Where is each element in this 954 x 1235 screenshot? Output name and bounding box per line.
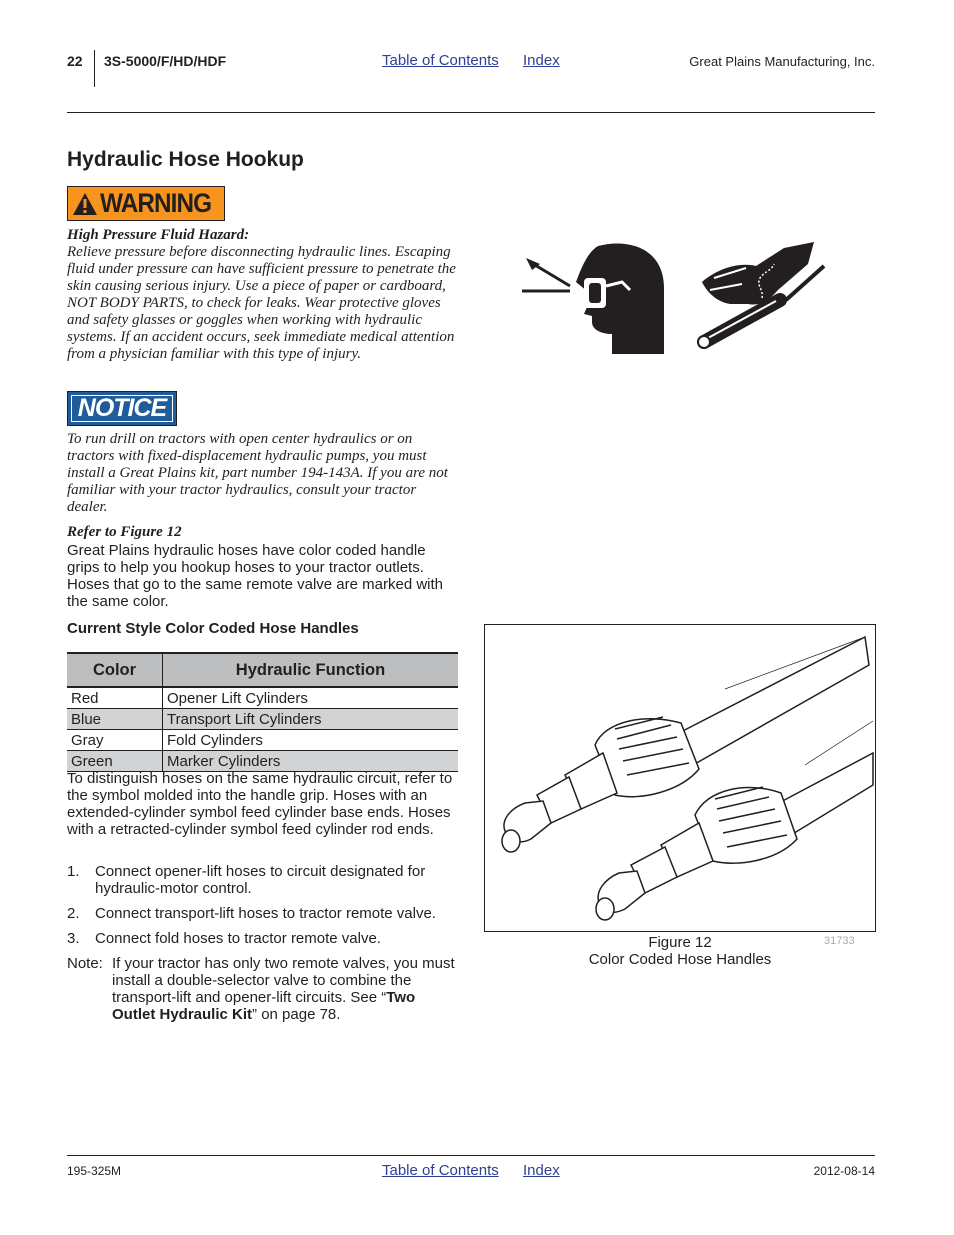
list-item	[67, 863, 459, 897]
figure-title: Color Coded Hose Handles	[588, 951, 772, 968]
header-divider	[94, 50, 95, 87]
list-item	[67, 905, 459, 922]
step-number: 1.	[67, 863, 80, 880]
step-text: Connect opener-lift hoses to circuit designated for hydraulic-motor control.	[95, 863, 426, 897]
hose-handles-illustration	[485, 625, 875, 931]
note-text-after: ” on page 78.	[252, 1006, 341, 1023]
table-row	[67, 709, 458, 730]
notice-body: To run drill on tractors with open center hydraulics or on tractors with fixed-displacement hydraulic pumps, you must install a Great Plains kit, part number 194-143A. If you are not familiar with your tractor hydraulics, consult your tractor dealer.	[67, 431, 448, 515]
index-link[interactable]: Index	[523, 52, 560, 69]
table-row	[67, 730, 458, 751]
distinguish-paragraph: To distinguish hoses on the same hydraulic circuit, refer to the symbol molded into the handle grip. Hoses with an extended-cylinder symbol feed cylinder base ends. Hoses with a retracted-cylinder symbol feed cylinder rod ends.	[67, 770, 453, 838]
figure-code: 31733	[824, 935, 855, 947]
doc-date: 2012-08-14	[813, 1164, 875, 1178]
notice-label-text: NOTICE	[77, 394, 167, 422]
footer-index-link[interactable]: Index	[523, 1162, 560, 1179]
list-item	[67, 930, 459, 947]
toc-link[interactable]: Table of Contents	[382, 52, 499, 69]
table-cell-function: Opener Lift Cylinders	[163, 687, 459, 709]
footer-toc-link[interactable]: Table of Contents	[382, 1162, 499, 1179]
warning-label-text: WARNING	[100, 188, 212, 218]
step-text: Connect transport-lift hoses to tractor remote valve.	[95, 905, 436, 922]
table-row	[67, 751, 458, 772]
figure-frame	[484, 624, 876, 932]
table-header-row	[67, 653, 458, 687]
page-number: 22	[67, 53, 83, 69]
note-bold-link: Two Outlet Hydraulic Kit	[112, 989, 416, 1023]
table-cell-function: Fold Cylinders	[163, 730, 459, 751]
table-cell-color: Green	[67, 751, 163, 772]
figure-caption	[484, 934, 876, 968]
table-cell-function: Marker Cylinders	[163, 751, 459, 772]
figure-number: Figure 12	[648, 934, 712, 951]
high-pressure-hazard-icon	[518, 238, 830, 358]
table-header-color: Color	[67, 653, 163, 687]
model-name: 3S-5000/F/HD/HDF	[104, 53, 227, 69]
table-title: Current Style Color Coded Hose Handles	[67, 620, 359, 637]
table-cell-color: Gray	[67, 730, 163, 751]
note-block	[67, 955, 459, 1023]
table-row	[67, 687, 458, 709]
intro-paragraph: Great Plains hydraulic hoses have color coded handle grips to help you hookup hoses to your tractor outlets. Hoses that go to the same remote valve are marked with the same color.	[67, 542, 444, 610]
company-name: Great Plains Manufacturing, Inc.	[689, 54, 875, 69]
warning-heading: High Pressure Fluid Hazard:	[67, 227, 250, 243]
notice-label	[67, 391, 177, 426]
footer-rule	[67, 1155, 875, 1156]
warning-label	[67, 186, 225, 221]
section-title: Hydraulic Hose Hookup	[67, 148, 304, 171]
step-text: Connect fold hoses to tractor remote valve.	[95, 930, 381, 947]
warning-triangle-icon	[72, 192, 98, 216]
figure-reference: Refer to Figure 12	[67, 524, 182, 540]
table-cell-color: Blue	[67, 709, 163, 730]
header-rule	[67, 112, 875, 113]
hose-color-table	[67, 652, 458, 772]
step-number: 3.	[67, 930, 80, 947]
table-cell-color: Red	[67, 687, 163, 709]
note-text-before: If your tractor has only two remote valves, you must install a double-selector valve to combine the transport-lift and opener-lift circuits. See “	[112, 955, 455, 1006]
table-header-function: Hydraulic Function	[163, 653, 459, 687]
doc-number: 195-325M	[67, 1164, 122, 1178]
table-cell-function: Transport Lift Cylinders	[163, 709, 459, 730]
steps-list	[67, 863, 459, 955]
step-number: 2.	[67, 905, 80, 922]
note-label: Note:	[67, 955, 103, 972]
warning-body: Relieve pressure before disconnecting hydraulic lines. Escaping fluid under pressure can have sufficient pressure to penetrate the skin causing serious injury. Use a piece of paper or cardboard, NOT BODY PARTS, to check for leaks. Wear protective gloves and safety glasses or goggles when working with hydraulic systems. If an accident occurs, seek immediate medical attention from a physician familiar with this type of injury.	[67, 244, 456, 362]
